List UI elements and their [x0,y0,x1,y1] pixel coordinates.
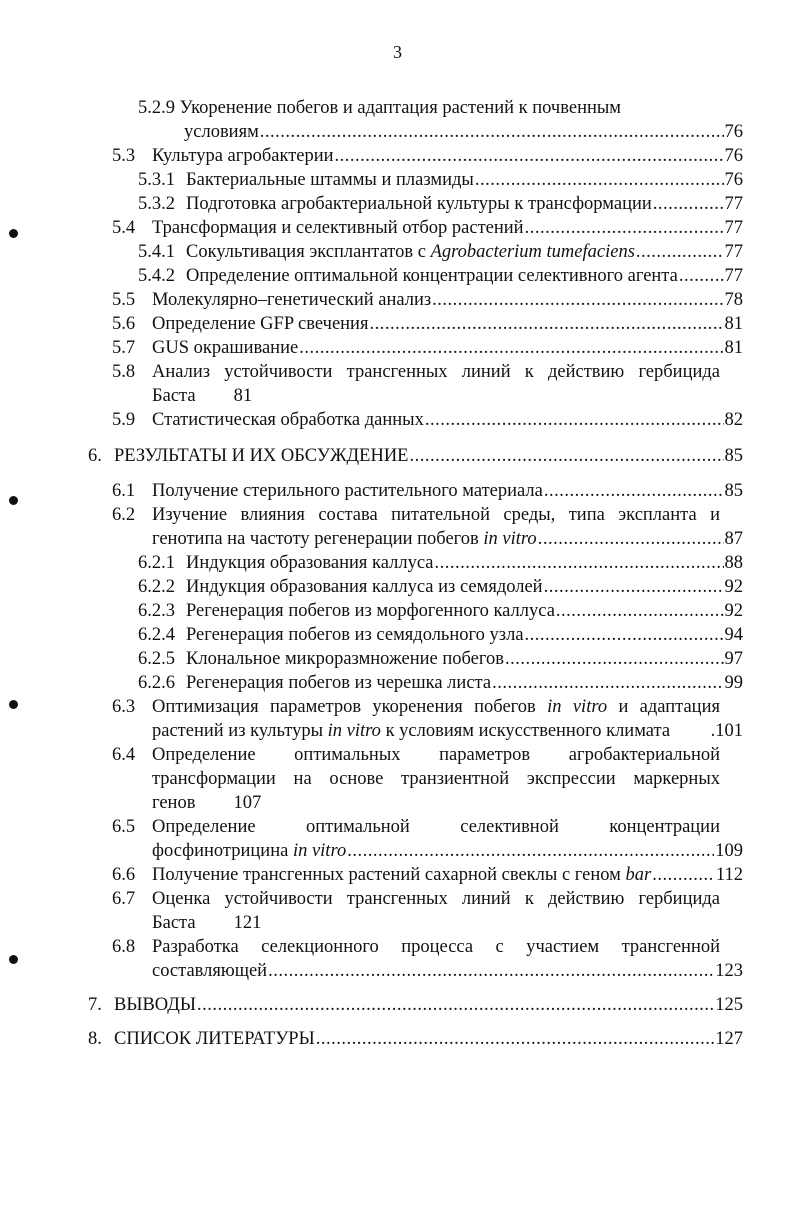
toc-entry-7: 7. ВЫВОДЫ ..... 125 [88,993,743,1017]
toc-entry-5-7: 5.7 GUS окрашивание ..... 81 [112,336,743,360]
toc-entry-6-8-line2: составляющей ..... 123 [152,959,743,983]
punch-hole-mark [9,496,18,505]
toc-entry-6-3-line1: 6.3 Оптимизация параметров укоренения побегов in vitro и адаптация [112,697,720,717]
toc-entry-6-4-line1: 6.4 Определение оптимальных параметров агробактериальной [112,745,720,765]
toc-entry-6-1: 6.1 Получение стерильного растительного материала ..... 85 [112,479,743,503]
toc-entry-6-2-1: 6.2.1 Индукция образования каллуса ..... 88 [138,551,743,575]
toc-entry-5-3-2: 5.3.2 Подготовка агробактериальной культуры к трансформации ..... 77 [138,192,743,216]
toc-entry-6-2-2: 6.2.2 Индукция образования каллуса из семядолей ..... 92 [138,575,743,599]
toc-entry-5-3-1: 5.3.1 Бактериальные штаммы и плазмиды ..... 76 [138,168,743,192]
toc-entry-8: 8. СПИСОК ЛИТЕРАТУРЫ ..... 127 [88,1027,743,1051]
toc-entry-6-4-line2: трансформации на основе транзиентной экспрессии маркерных [152,769,720,789]
toc-entry-6: 6. РЕЗУЛЬТАТЫ И ИХ ОБСУЖДЕНИЕ ..... 85 [88,444,743,468]
toc-entry-5-6: 5.6 Определение GFP свечения ..... 81 [112,312,743,336]
toc-entry-5-3: 5.3 Культура агробактерии ..... 76 [112,144,743,168]
toc-entry-6-2-6: 6.2.6 Регенерация побегов из черешка листа ..... 99 [138,671,743,695]
toc-entry-5-4-2: 5.4.2 Определение оптимальной концентрации селективного агента ..... 77 [138,264,743,288]
punch-hole-mark [9,955,18,964]
toc-entry-6-2-3: 6.2.3 Регенерация побегов из морфогенного каллуса ..... 92 [138,599,743,623]
toc-entry-6-2-5: 6.2.5 Клональное микроразмножение побегов ..... 97 [138,647,743,671]
toc-entry-5-9: 5.9 Статистическая обработка данных ..... 82 [112,408,743,432]
toc-entry-6-6: 6.6 Получение трансгенных растений сахарной свеклы с геном bar ..... 112 [112,863,743,887]
toc-entry-5-4-1: 5.4.1 Сокультивация эксплантатов с Agrobacterium tumefaciens ..... 77 [138,240,743,264]
toc-entry-6-2-line1: 6.2 Изучение влияния состава питательной среды, типа экспланта и [112,505,720,525]
page-number: 3 [393,42,402,62]
toc-entry-6-7-line1: 6.7 Оценка устойчивости трансгенных линий к действию гербицида [112,889,720,909]
toc-entry-6-5-line2: фосфинотрицина in vitro ..... 109 [152,839,743,863]
toc-entry-5-8-line2: Баста 81 [152,386,253,406]
toc-entry-6-7-line2: Баста 121 [152,913,262,933]
toc-entry-5-2-9-line1: 5.2.9 Укоренение побегов и адаптация растений к почвенным [138,98,622,118]
toc-entry-5-8-line1: 5.8 Анализ устойчивости трансгенных линий к действию гербицида [112,362,720,382]
punch-hole-mark [9,700,18,709]
toc-entry-5-2-9-line2: условиям ..... 76 [184,120,743,144]
toc-entry-6-4-line3: генов 107 [152,793,262,813]
punch-hole-mark [9,229,18,238]
toc-entry-6-2-4: 6.2.4 Регенерация побегов из семядольного узла ..... 94 [138,623,743,647]
toc-entry-6-3-line2: растений из культуры in vitro к условиям искусственного климата . 101 [152,721,743,741]
toc-entry-5-5: 5.5 Молекулярно–генетический анализ ..... 78 [112,288,743,312]
toc-entry-6-8-line1: 6.8 Разработка селекционного процесса с участием трансгенной [112,937,720,957]
toc-entry-6-2-line2: генотипа на частоту регенерации побегов in vitro ..... 87 [152,527,743,551]
toc-entry-5-4: 5.4 Трансформация и селективный отбор растений ..... 77 [112,216,743,240]
toc-entry-6-5-line1: 6.5 Определение оптимальной селективной концентрации [112,817,720,837]
